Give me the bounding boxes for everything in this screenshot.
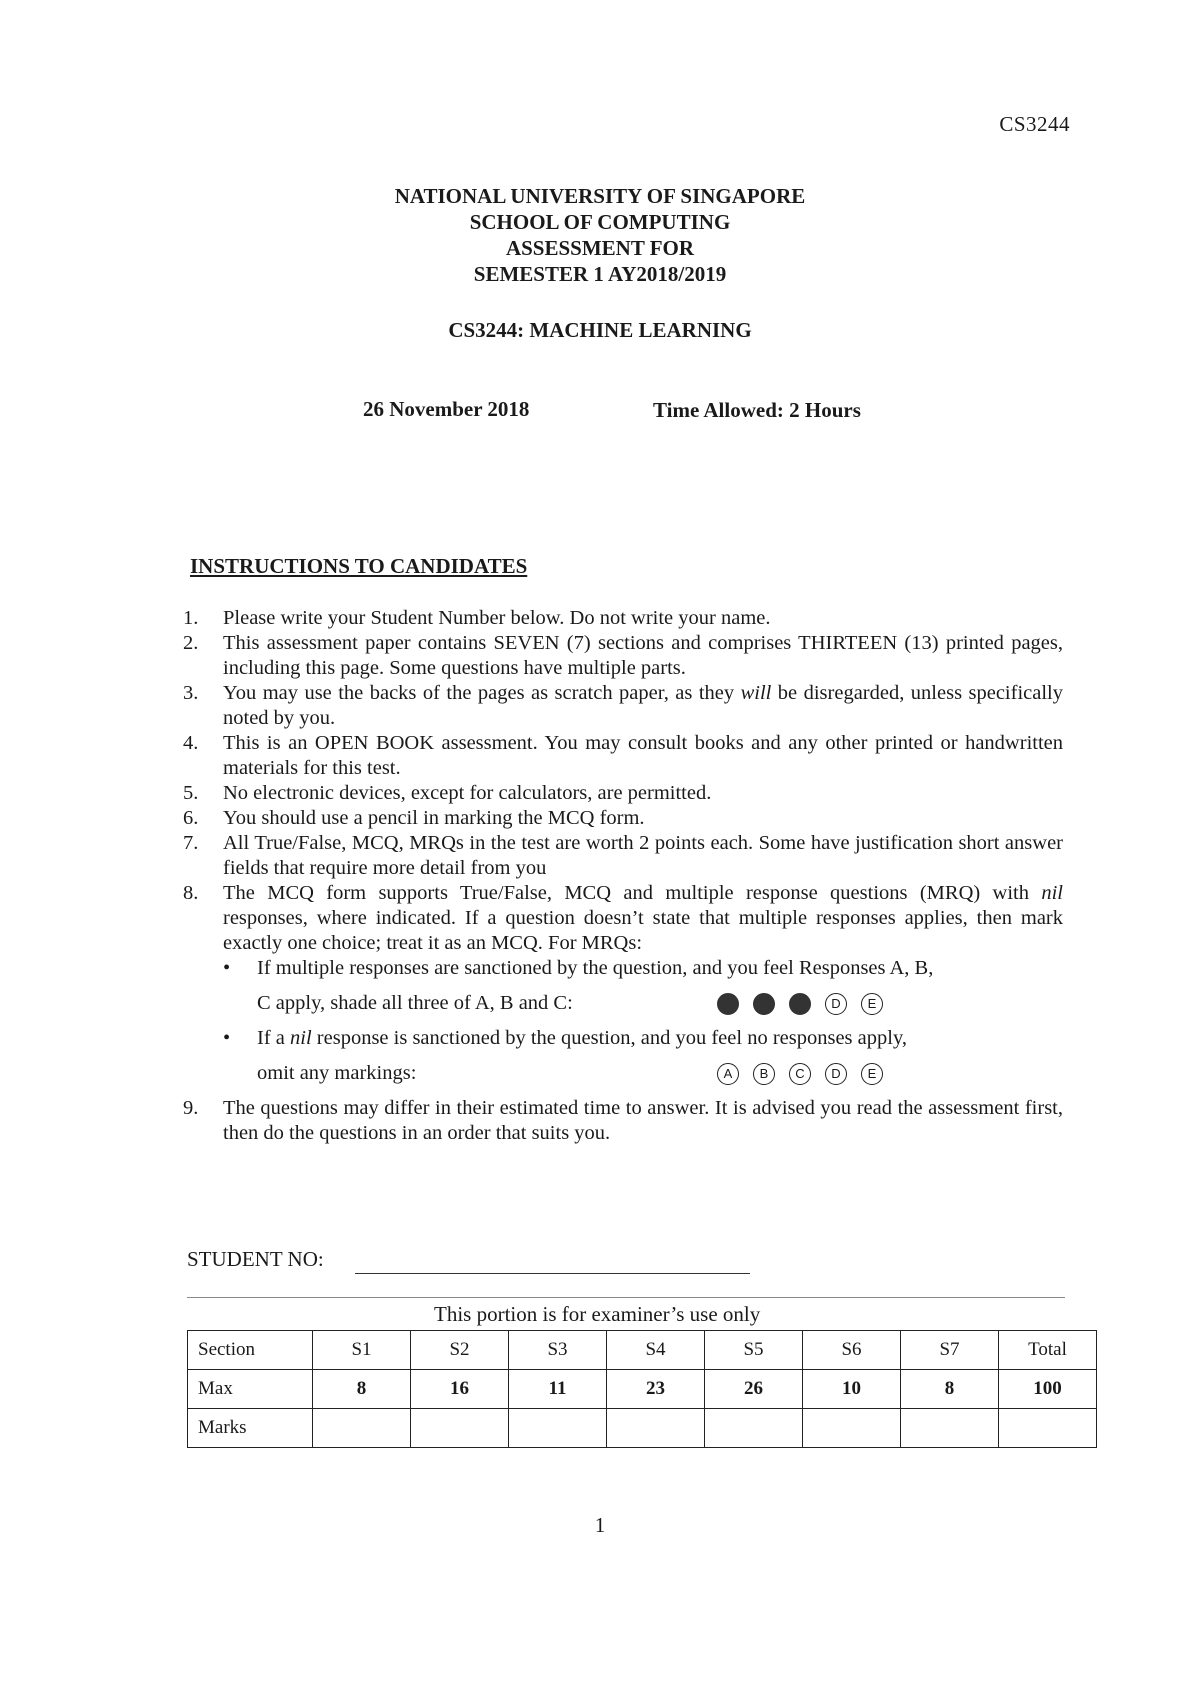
bubble-d: D xyxy=(825,993,847,1015)
bubble-filled-a xyxy=(717,993,739,1015)
instruction-item: 3. You may use the backs of the pages as scratch paper, as they will be disregarded, unless specifically noted by you. xyxy=(183,682,1063,729)
instruction-item: 1. Please write your Student Number below. Do not write your name. xyxy=(183,607,771,629)
marks-cell[interactable] xyxy=(607,1409,705,1448)
university-name: NATIONAL UNIVERSITY OF SINGAPORE xyxy=(394,184,806,208)
bubble-filled-c xyxy=(789,993,811,1015)
table-row xyxy=(188,1409,1097,1448)
instructions-heading: INSTRUCTIONS TO CANDIDATES xyxy=(190,554,528,578)
section-header: S7 xyxy=(901,1331,999,1370)
empty-bubbles xyxy=(717,1063,883,1085)
instruction-item: 4. This is an OPEN BOOK assessment. You may consult books and any other printed or handwritten materials for this test. xyxy=(183,732,1063,779)
course-code: CS3244 xyxy=(999,112,1070,136)
max-total-cell: 100 xyxy=(999,1370,1097,1409)
instruction-item: 7. All True/False, MCQ, MRQs in the test are worth 2 points each. Some have justification short answer fields that require more detail from you xyxy=(183,832,1063,879)
separator-line xyxy=(187,1297,1065,1298)
instruction-item: 5. No electronic devices, except for calculators, are permitted. xyxy=(183,782,712,804)
max-cell: 11 xyxy=(509,1370,607,1409)
assessment-label: ASSESSMENT FOR xyxy=(505,236,695,260)
exam-header xyxy=(0,183,1200,287)
shaded-bubbles xyxy=(717,993,883,1015)
examiner-note: This portion is for examiner’s use only xyxy=(434,1302,761,1326)
max-cell: 10 xyxy=(803,1370,901,1409)
section-header: S6 xyxy=(803,1331,901,1370)
mrq-bullet-nil: • If a nil response is sanctioned by the question, and you feel no responses apply, omit any markings: A B C D E xyxy=(183,1026,1063,1086)
student-no-field[interactable] xyxy=(355,1273,750,1274)
nil-example-row: omit any markings: A B C D E xyxy=(257,1061,1063,1086)
section-header: S1 xyxy=(313,1331,411,1370)
marks-cell[interactable] xyxy=(509,1409,607,1448)
bubble-a: A xyxy=(717,1063,739,1085)
marks-total-cell[interactable] xyxy=(999,1409,1097,1448)
course-title: CS3244: MACHINE LEARNING xyxy=(448,318,752,342)
mrq-bullet-shade: • If multiple responses are sanctioned by the question, and you feel Responses A, B, C apply, shade all three of A, B and C: D E xyxy=(183,956,1063,1016)
shade-example-row: C apply, shade all three of A, B and C: D E xyxy=(257,991,1063,1016)
section-header: S5 xyxy=(705,1331,803,1370)
max-cell: 26 xyxy=(705,1370,803,1409)
row-label: Marks xyxy=(188,1409,313,1448)
marks-cell[interactable] xyxy=(901,1409,999,1448)
marks-cell[interactable] xyxy=(411,1409,509,1448)
table-row xyxy=(188,1331,1097,1370)
instruction-item: 9. The questions may differ in their estimated time to answer. It is advised you read the assessment first, then do the questions in an order that suits you. xyxy=(183,1097,1063,1144)
instruction-item: 8. The MCQ form supports True/False, MCQ and multiple response questions (MRQ) with nil responses, where indicated. If a question doesn’t state that multiple responses applies, then mark exactly one choice; treat it as an MCQ. For MRQs: xyxy=(183,882,1063,954)
semester-label: SEMESTER 1 AY2018/2019 xyxy=(473,262,727,286)
row-label: Max xyxy=(188,1370,313,1409)
section-header: S3 xyxy=(509,1331,607,1370)
max-cell: 23 xyxy=(607,1370,705,1409)
marks-cell[interactable] xyxy=(313,1409,411,1448)
section-header: S2 xyxy=(411,1331,509,1370)
page-number: 1 xyxy=(594,1513,606,1537)
instruction-item: 2. This assessment paper contains SEVEN (7) sections and comprises THIRTEEN (13) printed pages, including this page. Some questions have multiple parts. xyxy=(183,632,1063,679)
marks-table xyxy=(187,1330,1097,1448)
total-header: Total xyxy=(999,1331,1097,1370)
max-cell: 8 xyxy=(313,1370,411,1409)
bubble-e: E xyxy=(861,1063,883,1085)
marks-cell[interactable] xyxy=(705,1409,803,1448)
marks-cell[interactable] xyxy=(803,1409,901,1448)
row-label: Section xyxy=(188,1331,313,1370)
school-name: SCHOOL OF COMPUTING xyxy=(469,210,731,234)
max-cell: 16 xyxy=(411,1370,509,1409)
instructions-list xyxy=(183,606,1063,1146)
bubble-c: C xyxy=(789,1063,811,1085)
bubble-e: E xyxy=(861,993,883,1015)
exam-date: 26 November 2018 xyxy=(363,397,530,421)
time-allowed: Time Allowed: 2 Hours xyxy=(653,398,861,422)
instruction-item: 6. You should use a pencil in marking the MCQ form. xyxy=(183,807,645,829)
bubble-b: B xyxy=(753,1063,775,1085)
student-no-label: STUDENT NO: xyxy=(187,1247,324,1271)
section-header: S4 xyxy=(607,1331,705,1370)
max-cell: 8 xyxy=(901,1370,999,1409)
bubble-d: D xyxy=(825,1063,847,1085)
bubble-filled-b xyxy=(753,993,775,1015)
table-row xyxy=(188,1370,1097,1409)
